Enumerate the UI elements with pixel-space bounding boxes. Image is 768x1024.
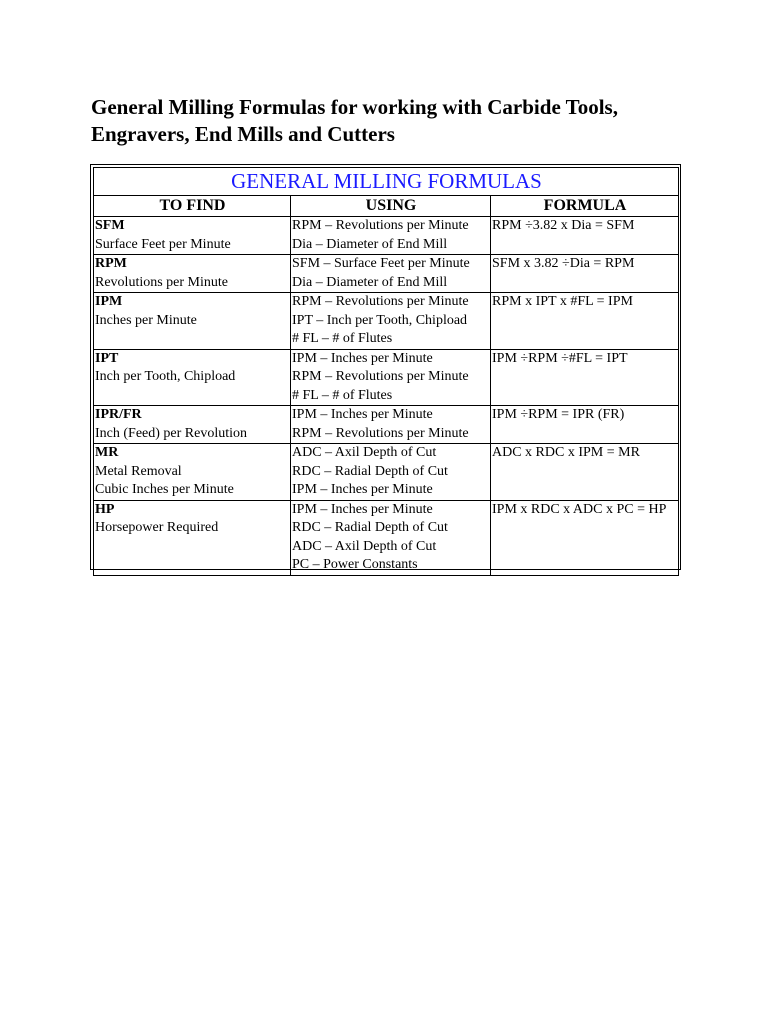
using-variable: # FL – # of Flutes xyxy=(292,387,393,403)
using-cell xyxy=(291,444,491,501)
table-title: GENERAL MILLING FORMULAS xyxy=(94,168,679,196)
to-find-cell xyxy=(94,349,291,406)
quantity-abbreviation: HP xyxy=(95,501,115,517)
formulas-table xyxy=(93,167,679,576)
quantity-description: Horsepower Required xyxy=(95,520,219,535)
table-row xyxy=(94,444,679,501)
header-formula: FORMULA xyxy=(491,196,679,217)
quantity-abbreviation: IPR/FR xyxy=(95,407,142,422)
using-cell xyxy=(291,406,491,444)
using-variable: Dia – Diameter of End Mill xyxy=(292,274,448,290)
quantity-abbreviation: IPM xyxy=(95,294,123,309)
document-title-line-1: General Milling Formulas for working with Carbide Tools, xyxy=(91,95,618,119)
document-title-line-2: Engravers, End Mills and Cutters xyxy=(91,122,395,146)
formula-cell: IPM x RDC x ADC x PC = HP xyxy=(491,500,679,575)
table-header-row xyxy=(94,196,679,217)
to-find-cell xyxy=(94,293,291,350)
using-variable: Dia – Diameter of End Mill xyxy=(292,236,448,252)
table-row xyxy=(94,217,679,255)
using-cell xyxy=(291,349,491,406)
to-find-cell xyxy=(94,444,291,501)
using-variable: ADC – Axil Depth of Cut xyxy=(292,445,437,460)
table-row xyxy=(94,500,679,575)
formulas-table-frame xyxy=(90,164,681,570)
using-variable: SFM – Surface Feet per Minute xyxy=(292,256,470,271)
using-variable: # FL – # of Flutes xyxy=(292,331,393,346)
using-variable: RDC – Radial Depth of Cut xyxy=(292,463,448,479)
document-title xyxy=(91,94,691,148)
header-using: USING xyxy=(291,196,491,217)
quantity-description: Inches per Minute xyxy=(95,312,197,328)
table-row xyxy=(94,406,679,444)
quantity-abbreviation: IPT xyxy=(95,350,119,366)
using-variable: IPM – Inches per Minute xyxy=(292,482,433,497)
using-variable: RPM – Revolutions per Minute xyxy=(292,294,469,309)
using-cell xyxy=(291,255,491,293)
table-body xyxy=(94,217,679,576)
using-cell xyxy=(291,217,491,255)
formula-cell: RPM x IPT x #FL = IPM xyxy=(491,293,679,350)
table-row xyxy=(94,349,679,406)
using-variable: RPM – Revolutions per Minute xyxy=(292,425,469,441)
to-find-cell xyxy=(94,217,291,255)
to-find-cell xyxy=(94,406,291,444)
quantity-description: Surface Feet per Minute xyxy=(95,236,231,252)
table-row xyxy=(94,293,679,350)
using-variable: IPM – Inches per Minute xyxy=(292,407,433,422)
to-find-cell xyxy=(94,255,291,293)
quantity-description: Metal Removal xyxy=(95,463,182,479)
formula-cell: IPM ÷RPM ÷#FL = IPT xyxy=(491,349,679,406)
using-cell xyxy=(291,500,491,575)
using-variable: IPT – Inch per Tooth, Chipload xyxy=(292,312,468,328)
using-variable: IPM – Inches per Minute xyxy=(292,350,433,366)
quantity-abbreviation: RPM xyxy=(95,256,127,271)
header-to-find: TO FIND xyxy=(94,196,291,217)
using-variable: RPM – Revolutions per Minute xyxy=(292,369,469,384)
table-row xyxy=(94,255,679,293)
quantity-description: Inch per Tooth, Chipload xyxy=(95,369,236,384)
quantity-description: Revolutions per Minute xyxy=(95,274,228,290)
using-variable: RDC – Radial Depth of Cut xyxy=(292,520,448,535)
using-variable: ADC – Axil Depth of Cut xyxy=(292,538,437,554)
using-variable: RPM – Revolutions per Minute xyxy=(292,218,469,233)
quantity-description: Cubic Inches per Minute xyxy=(95,482,234,497)
formula-cell: ADC x RDC x IPM = MR xyxy=(491,444,679,501)
quantity-description: Inch (Feed) per Revolution xyxy=(95,425,248,441)
formula-cell: SFM x 3.82 ÷Dia = RPM xyxy=(491,255,679,293)
formula-cell: IPM ÷RPM = IPR (FR) xyxy=(491,406,679,444)
quantity-abbreviation: SFM xyxy=(95,218,125,233)
to-find-cell xyxy=(94,500,291,575)
using-variable: PC – Power Constants xyxy=(292,557,418,572)
using-variable: IPM – Inches per Minute xyxy=(292,501,433,517)
quantity-abbreviation: MR xyxy=(95,445,119,460)
using-cell xyxy=(291,293,491,350)
formula-cell: RPM ÷3.82 x Dia = SFM xyxy=(491,217,679,255)
